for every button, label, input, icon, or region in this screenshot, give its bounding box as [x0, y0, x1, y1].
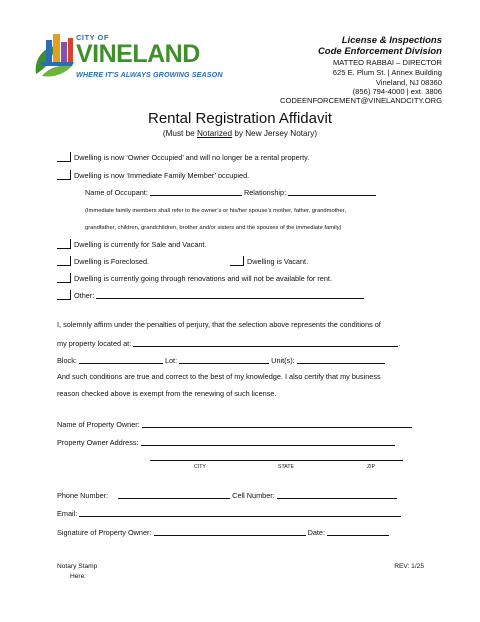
signature-field[interactable] [154, 527, 306, 536]
affirmation-line1: I, solemnly affirm under the penalties of perjury, that the selection above represents the conditions of [57, 320, 381, 329]
affirmation-line4: reason checked above is exempt from the renewing of such license. [57, 389, 277, 398]
logo-name-text: VINELAND [76, 40, 200, 68]
date-field[interactable] [327, 527, 389, 536]
logo-city-text: CITY OF [76, 33, 109, 42]
zip-label: ZIP [367, 464, 376, 470]
city-state-zip-field[interactable] [150, 460, 403, 461]
option-owner-occupied: Dwelling is now ‘Owner Occupied’ and will no longer be a rental property. [57, 152, 309, 162]
option-renovations: Dwelling is currently going through renovations and will not be available for rent. [57, 273, 332, 283]
owner-address-field[interactable] [141, 437, 395, 446]
option-family-occupied: Dwelling is now ‘Immediate Family Member’ occupied. [57, 170, 249, 180]
owner-occupied-checkbox[interactable] [57, 152, 71, 162]
lot-field[interactable] [179, 355, 269, 364]
for-sale-checkbox[interactable] [57, 239, 71, 249]
block-lot-row: Block: Lot: Unit(s): [57, 355, 385, 365]
units-field[interactable] [297, 355, 385, 364]
other-field[interactable] [96, 290, 364, 299]
option-other: Other: [57, 290, 364, 300]
page-subtitle: (Must be Notarized by New Jersey Notary) [162, 129, 318, 138]
email-field[interactable] [79, 508, 401, 517]
affirmation-line3: And such conditions are true and correct to the best of my knowledge. I also certify that my business [57, 372, 381, 381]
notarized-text: Notarized [197, 129, 233, 138]
relationship-field[interactable] [288, 187, 376, 196]
revision-label: REV: 1/25 [394, 563, 424, 570]
option-foreclosed: Dwelling is Foreclosed. [57, 256, 149, 266]
occupant-row: Name of Occupant: Relationship: [85, 187, 376, 197]
header-address2: Vineland, NJ 08360 [375, 77, 442, 87]
state-label: STATE [278, 464, 294, 470]
foreclosed-checkbox[interactable] [57, 256, 71, 266]
header-dept2: Code Enforcement Division [317, 46, 442, 57]
notary-stamp-label: Notary Stamp [57, 563, 98, 570]
vacant-checkbox[interactable] [230, 256, 244, 266]
occupant-name-field[interactable] [150, 187, 242, 196]
affirmation-line2: my property located at: . [57, 339, 401, 348]
email-row: Email: [57, 508, 401, 518]
property-location-field[interactable] [133, 338, 398, 347]
owner-address-row: Property Owner Address: [57, 437, 395, 447]
option-vacant: Dwelling is Vacant. [230, 256, 308, 266]
signature-row: Signature of Property Owner: Date: [57, 527, 389, 537]
city-label: CITY [194, 464, 206, 470]
family-note-1: (Immediate family members shall refer to the owner’s or his/her spouse’s mother, father, grandmother, [85, 208, 346, 214]
logo-tagline: WHERE IT'S ALWAYS GROWING SEASON [76, 70, 223, 79]
phone-field[interactable] [118, 490, 230, 499]
header-dept1: License & Inspections [341, 35, 442, 46]
family-note-2: grandfather, children, grandchildren, brother and/or sisters and the spouses of the immediate family) [85, 225, 342, 231]
header-email: CODEENFORCEMENT@VINELANDCITY.ORG [280, 96, 442, 105]
header-address1: 625 E. Plum St. | Annex Building [332, 68, 442, 77]
owner-name-row: Name of Property Owner: [57, 419, 412, 429]
notary-here-label: Here: [70, 573, 87, 580]
owner-name-field[interactable] [142, 419, 412, 428]
block-field[interactable] [79, 355, 163, 364]
phone-row: Phone Number: Cell Number: [57, 490, 397, 500]
family-occupied-checkbox[interactable] [57, 170, 71, 180]
header-phone: (856) 794-4000 | ext. 3806 [352, 87, 442, 96]
renovations-checkbox[interactable] [57, 273, 71, 283]
other-checkbox[interactable] [57, 290, 71, 300]
page-title: Rental Registration Affidavit [148, 110, 332, 127]
header-director: MATTEO RABBAI – DIRECTOR [332, 58, 442, 67]
cell-field[interactable] [277, 490, 397, 499]
option-for-sale: Dwelling is currently for Sale and Vacant. [57, 239, 207, 249]
